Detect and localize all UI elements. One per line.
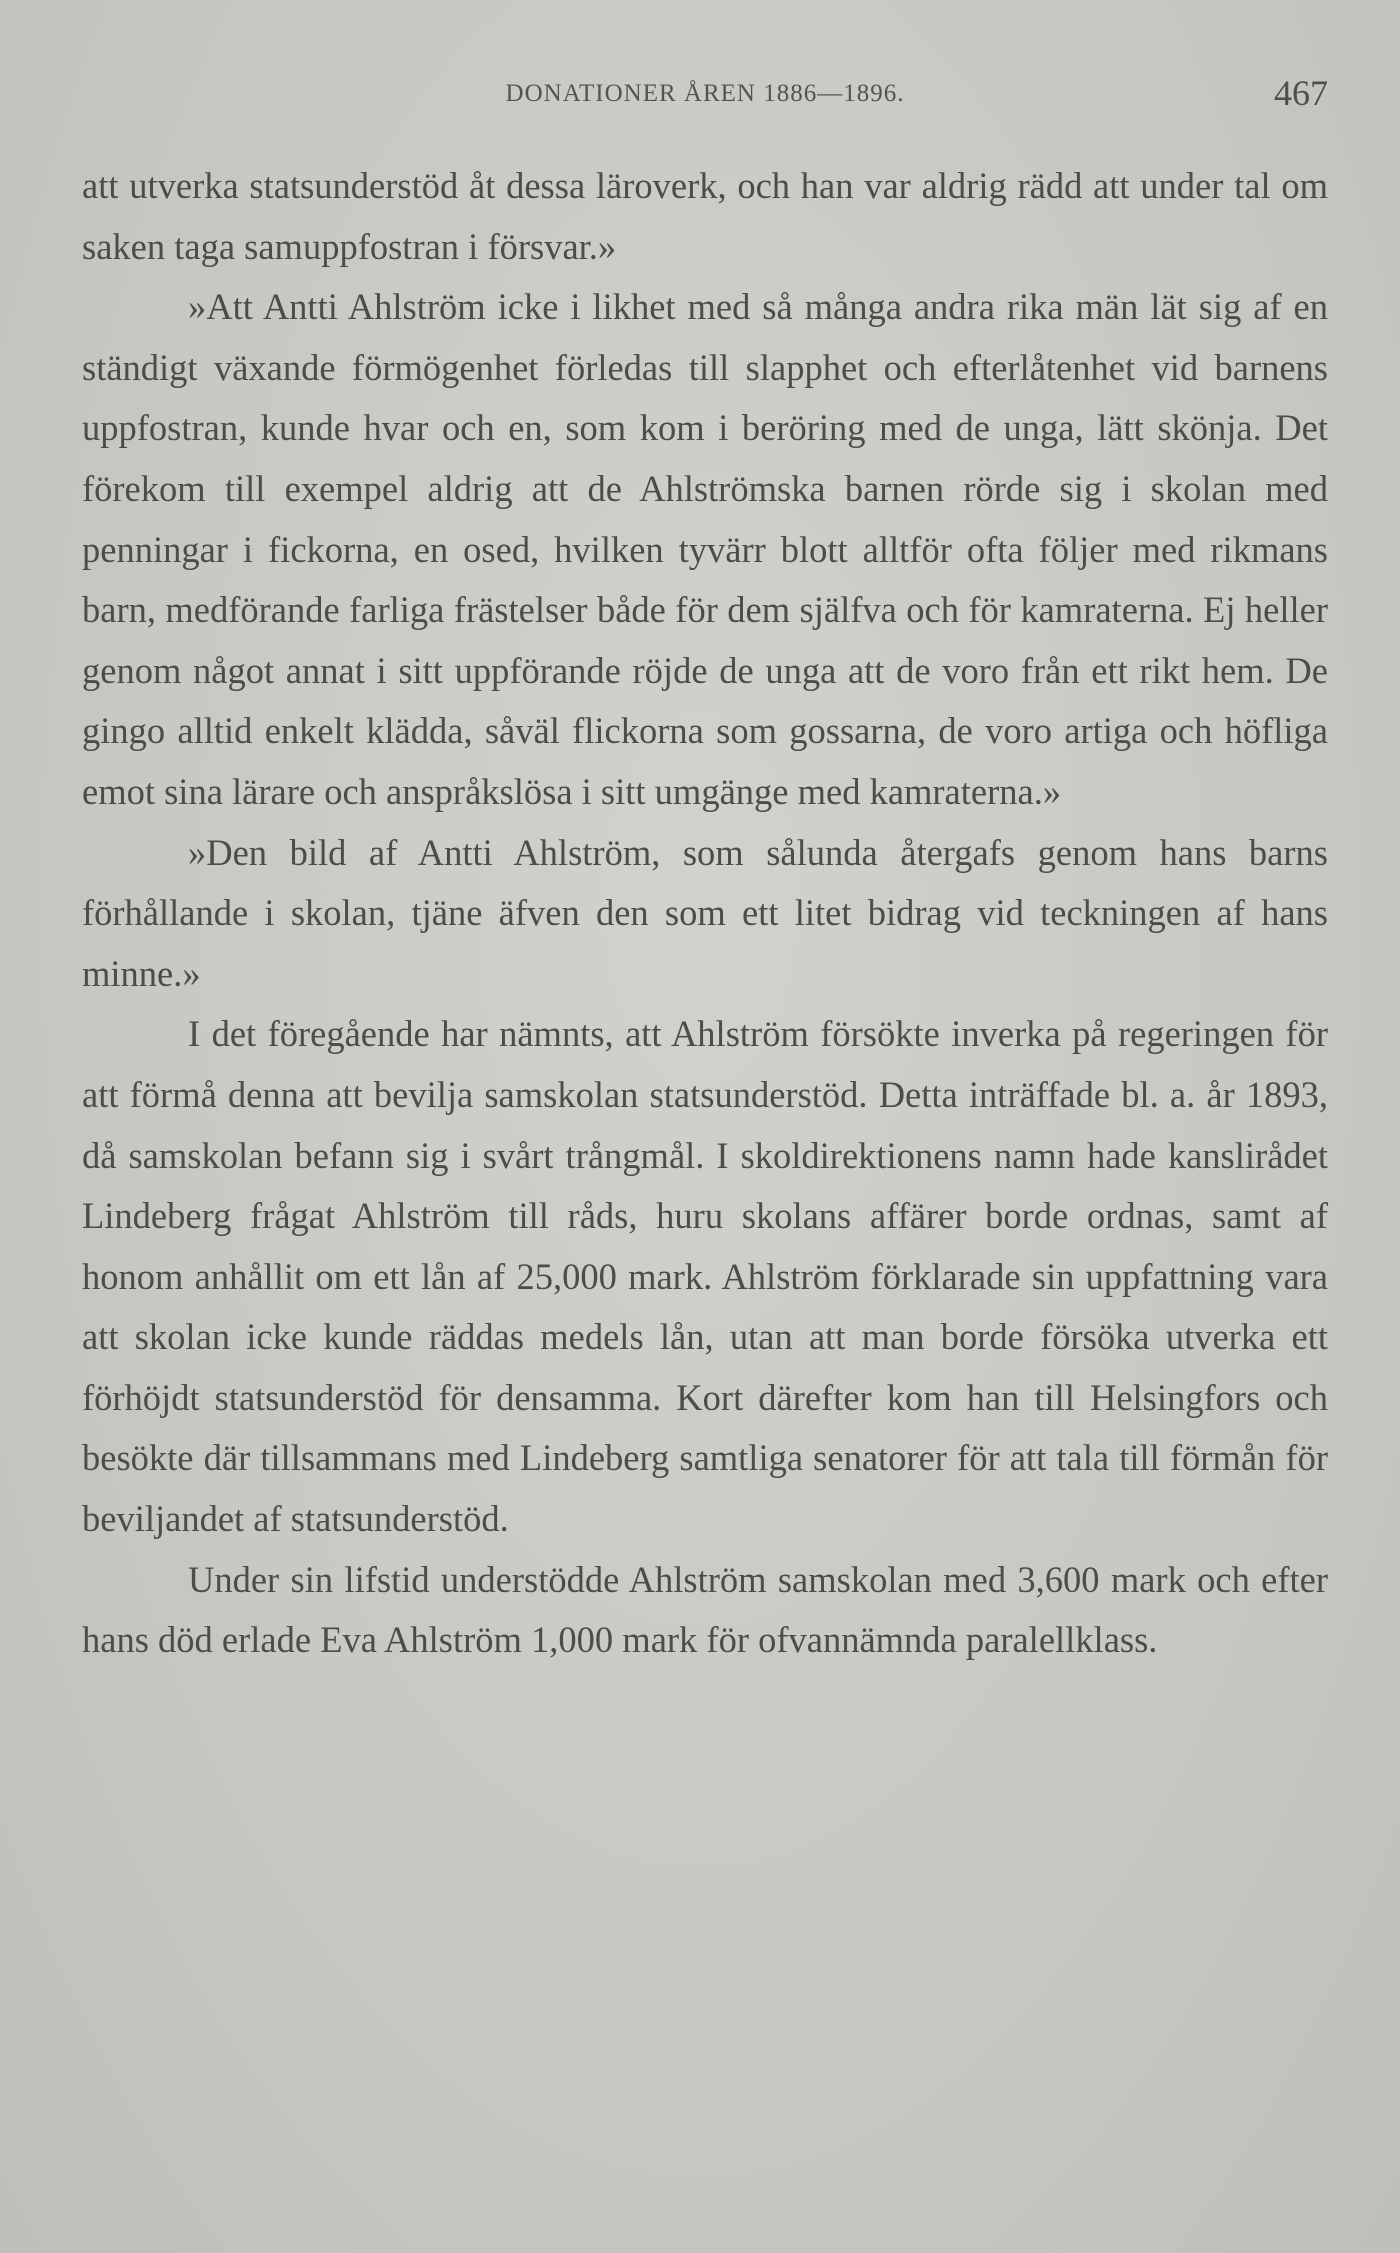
paragraph-quote-children: »Att Antti Ahlström icke i likhet med så många andra rika män lät sig af en ständigt växande förmögenhet förledas till slapphet och efterlåtenhet vid barnens uppfostran, kunde hvar och en, som kom i beröring med de unga, lätt skönja. Det förekom till exempel aldrig att de Ahlströmska barnen rörde sig i skolan med penningar i fickorna, en osed, hvilken tyvärr blott alltför ofta följer med rikmans barn, medförande farliga frästelser både för dem själfva och för kamraterna. Ej heller genom något annat i sitt uppförande röjde de unga att de voro från ett rikt hem. De gingo alltid enkelt klädda, såväl flickorna som gossarna, de voro artiga och höfliga emot sina lärare och anspråkslösa i sitt umgänge med kamraterna.» [82, 286, 1328, 812]
page-number: 467 [1274, 73, 1328, 113]
paragraph-state-support: I det föregående har nämnts, att Ahlström försökte inverka på regeringen för att förmå denna att bevilja samskolan statsunderstöd. Detta inträffade bl. a. år 1893, då samskolan befann sig i svårt trångmål. I skoldirektionens namn hade kanslirådet Lindeberg frågat Ahlström till råds, huru skolans affärer borde ordnas, samt af honom anhållit om ett lån af 25,000 mark. Ahlström förklarade sin uppfattning vara att skolan icke kunde räddas medels lån, utan att man borde försöka utverka ett förhöjdt statsunderstöd för densamma. Kort därefter kom han till Helsingfors och besökte där tillsammans med Lindeberg samtliga senatorer för att tala till förmån för beviljandet af statsunderstöd. [82, 1013, 1328, 1540]
paragraph-continuation: att utverka statsunderstöd åt dessa läroverk, och han var aldrig rädd att under tal om saken taga samuppfostran i försvar.» [82, 165, 1328, 267]
paragraph-donations: Under sin lifstid understödde Ahlström samskolan med 3,600 mark och efter hans död erlade Eva Ahlström 1,000 mark för ofvannämnda paralellklass. [82, 1558, 1328, 1661]
paragraph-quote-memory: »Den bild af Antti Ahlström, som sålunda återgafs genom hans barns förhållande i skolan, tjäne äfven den som ett litet bidrag vid teckningen af hans minne.» [82, 831, 1328, 994]
running-head-title: DONATIONER ÅREN 1886—1896. [505, 80, 905, 107]
body-text [82, 156, 1328, 1671]
running-head [82, 72, 1328, 122]
